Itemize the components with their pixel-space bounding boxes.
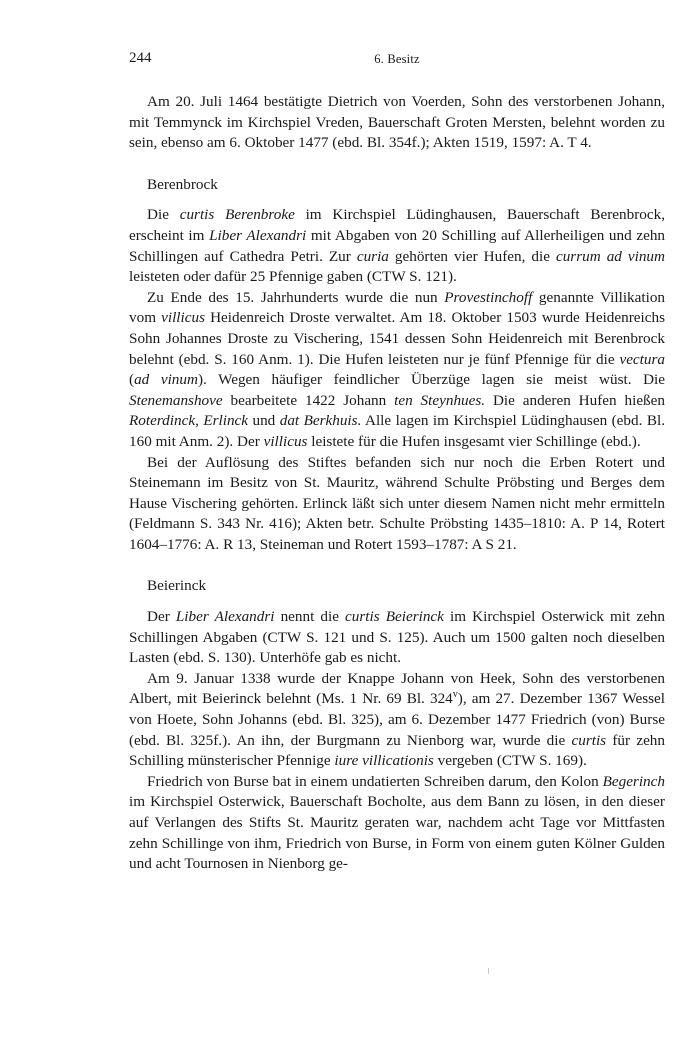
heading-berenbrock: Berenbrock — [147, 175, 218, 193]
page-number: 244 — [129, 50, 152, 66]
running-title: 6. Besitz — [374, 52, 420, 66]
scan-mark — [488, 968, 489, 974]
paragraph-beierinck-3: Friedrich von Burse bat in einem undatierten Schreiben darum, den Kolon Begerinch im Kirchspiel Osterwick, Bauerschaft Bocholte, aus dem Bann zu lösen, in den dieser auf Verlangen des Stifts St. Mauritz geraten war, nachdem acht Tage vor Mittfasten zehn Schillinge von ihm, Friedrich von Burse, in Form von einem guten Kölner Gulden und acht Tournosen in Nienborg ge- — [129, 772, 665, 873]
paragraph-beierinck-2: Am 9. Januar 1338 wurde der Knappe Johann von Heek, Sohn des verstorbenen Albert, mit Beierinck belehnt (Ms. 1 Nr. 69 Bl. 324$^v$), am 27. Dezember 1367 Wessel von Hoete, Sohn Johanns (ebd. Bl. 325), am 6. Dezember 1477 Friedrich (von) Burse (ebd. Bl. 325f.). An ihn, der Burgmann zu Nienborg war, wurde die curtis für zehn Schilling münsterischer Pfennige iure villicationis vergeben (CTW S. 169). — [129, 669, 665, 770]
paragraph-berenbrock-1: Die curtis Berenbroke im Kirchspiel Lüdinghausen, Bauerschaft Berenbrock, erscheint im Liber Alexandri mit Abgaben von 20 Schilling auf Allerheiligen und zehn Schillingen auf Cathedra Petri. Zur curia gehörten vier Hufen, die currum ad vinum leisteten oder dafür 25 Pfennige gaben (CTW S. 121). — [129, 206, 666, 286]
heading-beierinck: Beierinck — [147, 577, 207, 595]
paragraph-voerden: Am 20. Juli 1464 bestätigte Dietrich von Voerden, Sohn des verstorbenen Johann, mit Temmynck im Kirchspiel Vreden, Bauerschaft Groten Mersten, belehnt worden zu sein, ebenso am 6. Oktober 1477 (ebd. Bl. 354f.); Akten 1519, 1597: A. T 4. — [129, 93, 665, 152]
page-body — [129, 92, 665, 875]
paragraph-berenbrock-3: Bei der Auflösung des Stiftes befanden sich nur noch die Erben Rotert und Steinemann im Besitz von St. Mauritz, während Schulte Pröbsting und Berges dem Hause Vischering gehörten. Erlinck läßt sich unter diesem Namen nicht mehr ermitteln (Feldmann S. 343 Nr. 416); Akten betr. Schulte Pröbsting 1435–1810: A. P 14, Rotert 1604–1776: A. R 13, Steineman und Rotert 1593–1787: A S 21. — [129, 453, 665, 553]
paragraph-berenbrock-2: Zu Ende des 15. Jahrhunderts wurde die nun Provestinchoff genannte Villikation vom villicus Heidenreich Droste verwaltet. Am 18. Oktober 1503 wurde Heidenreichs Sohn Johannes Droste zu Vischering, 1541 dessen Sohn Heidenreich mit Berenbrock belehnt (ebd. S. 160 Anm. 1). Die Hufen leisteten nur je fünf Pfennige für die vectura (ad vinum). Wegen häufiger feindlicher Überzüge lagen sie meist wüst. Die Stenemanshove bearbeitete 1422 Johann ten Steynhues. Die anderen Hufen hießen Roterdinck, Erlinck und dat Berkhuis. Alle lagen im Kirchspiel Lüdinghausen (ebd. Bl. 160 mit Anm. 2). Der villicus leistete für die Hufen insgesamt vier Schillinge (ebd.). — [129, 288, 666, 450]
page-header — [129, 50, 665, 70]
paragraph-beierinck-1: Der Liber Alexandri nennt die curtis Beierinck im Kirchspiel Osterwick mit zehn Schillingen Abgaben (CTW S. 121 und S. 125). Auch um 1500 galten noch dieselben Lasten (ebd. S. 130). Unterhöfe gab es nicht. — [129, 608, 665, 667]
